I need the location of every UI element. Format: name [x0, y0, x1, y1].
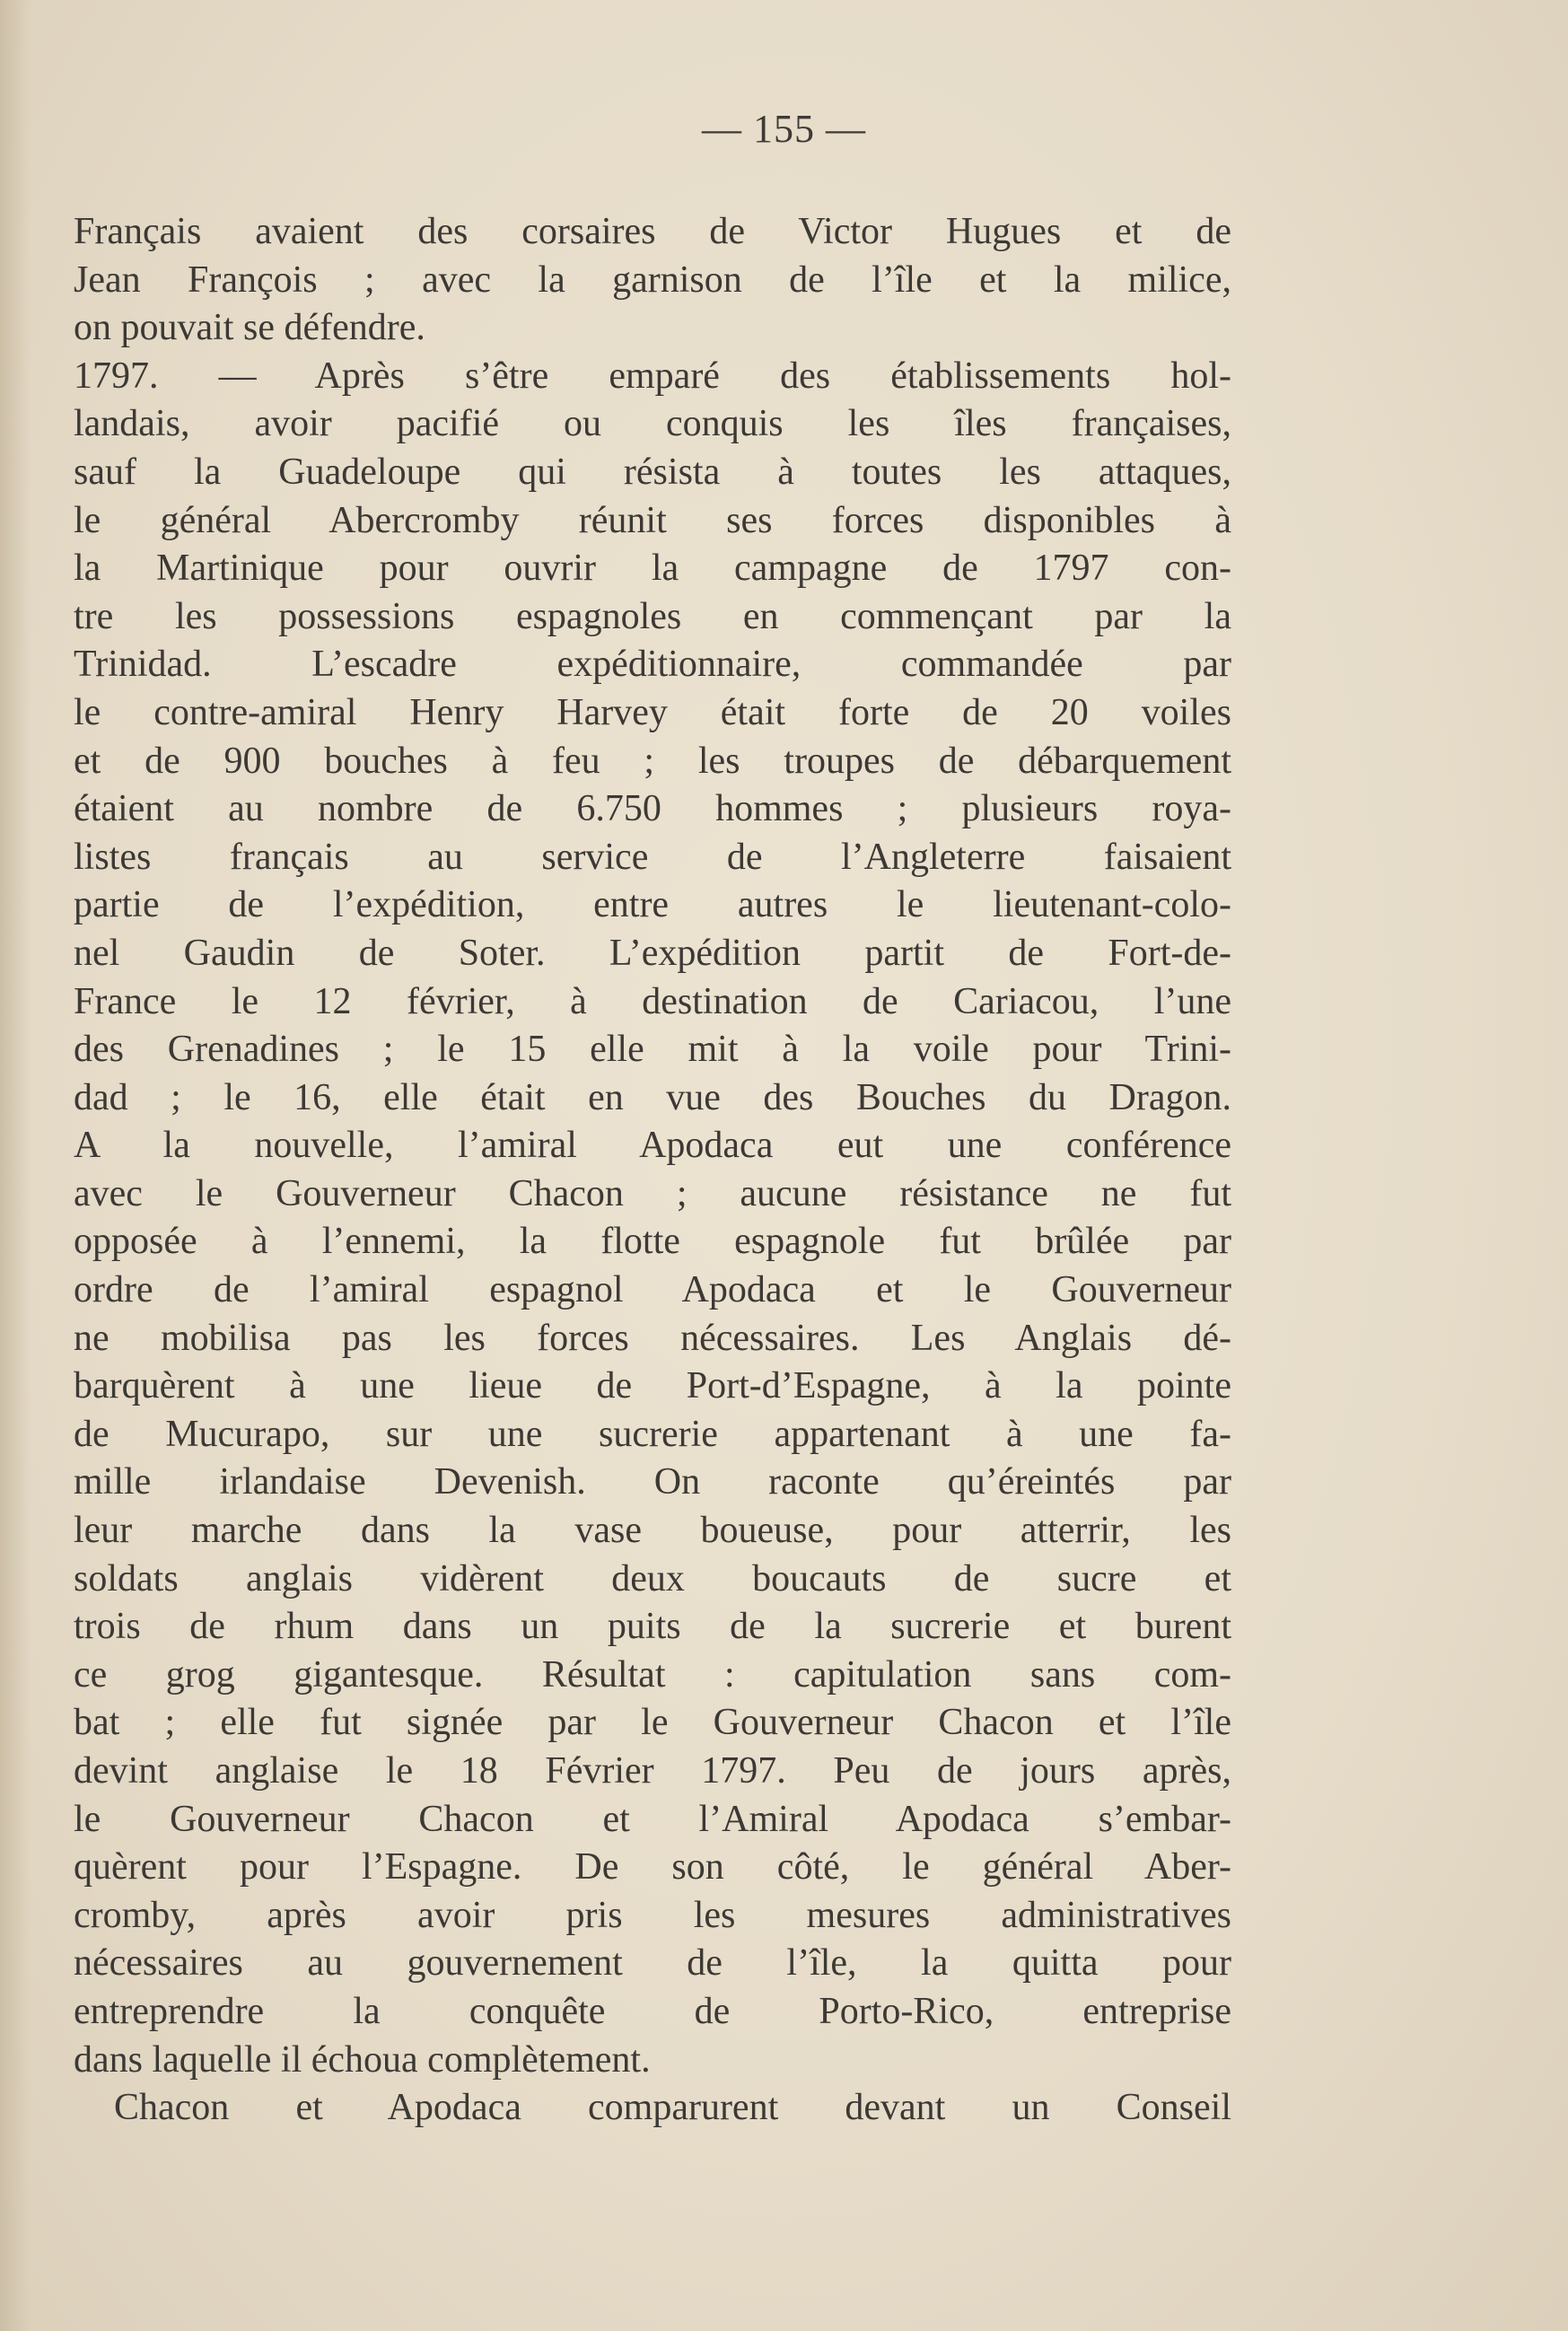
text-line: bat ; elle fut signée par le Gouverneur Chacon et l’île	[74, 1702, 1231, 1744]
body-text	[74, 208, 1231, 2133]
text-line: nécessaires au gouvernement de l’île, la quitta pour	[74, 1942, 1231, 1985]
text-line: soldats anglais vidèrent deux boucauts de sucre et	[74, 1557, 1231, 1599]
text-line: trois de rhum dans un puits de la sucrerie et burent	[74, 1606, 1231, 1648]
text-line: dad ; le 16, elle était en vue des Bouches du Dragon.	[74, 1076, 1231, 1118]
text-line: mille irlandaise Devenish. On raconte qu’éreintés par	[74, 1461, 1231, 1503]
text-line: le général Abercromby réunit ses forces disponibles à	[74, 499, 1231, 541]
text-line: barquèrent à une lieue de Port-d’Espagne, à la pointe	[74, 1365, 1231, 1407]
text-line: tre les possessions espagnoles en commençant par la	[74, 595, 1231, 637]
text-line: A la nouvelle, l’amiral Apodaca eut une conférence	[74, 1125, 1231, 1167]
text-line: des Grenadines ; le 15 elle mit à la voile pour Trini-	[74, 1029, 1231, 1071]
text-line: Jean François ; avec la garnison de l’île et la milice,	[74, 259, 1231, 301]
text-line: cromby, après avoir pris les mesures administratives	[74, 1894, 1231, 1936]
text-line: entreprendre la conquête de Porto-Rico, entreprise	[74, 1990, 1231, 2032]
text-line: nel Gaudin de Soter. L’expédition partit de Fort-de-	[74, 932, 1231, 974]
text-line: étaient au nombre de 6.750 hommes ; plusieurs roya-	[74, 788, 1231, 830]
text-line: ce grog gigantesque. Résultat : capitulation sans com-	[74, 1653, 1231, 1696]
text-line: la Martinique pour ouvrir la campagne de 1797 con-	[74, 548, 1231, 590]
text-line: opposée à l’ennemi, la flotte espagnole fut brûlée par	[74, 1221, 1231, 1263]
text-line: Français avaient des corsaires de Victor Hugues et de	[74, 211, 1231, 252]
text-line: le Gouverneur Chacon et l’Amiral Apodaca s’embar-	[74, 1798, 1231, 1840]
text-line: Trinidad. L’escadre expéditionnaire, commandée par	[74, 644, 1231, 686]
text-line: Chacon et Apodaca comparurent devant un Conseil	[114, 2087, 1231, 2129]
text-line: avec le Gouverneur Chacon ; aucune résistance ne fut	[74, 1172, 1231, 1214]
text-line: et de 900 bouches à feu ; les troupes de débarquement	[74, 740, 1231, 782]
text-line: de Mucurapo, sur une sucrerie appartenant à une fa-	[74, 1413, 1231, 1455]
text-line: leur marche dans la vase boueuse, pour atterrir, les	[74, 1510, 1231, 1552]
text-line: on pouvait se défendre.	[74, 307, 425, 349]
page-edge-shadow	[0, 0, 31, 2331]
text-line: devint anglaise le 18 Février 1797. Peu de jours après,	[74, 1750, 1231, 1792]
text-line: France le 12 février, à destination de Cariacou, l’une	[74, 980, 1231, 1022]
text-line: le contre-amiral Henry Harvey était forte de 20 voiles	[74, 691, 1231, 733]
text-line: sauf la Guadeloupe qui résista à toutes les attaques,	[74, 451, 1231, 493]
page-number: — 155 —	[702, 107, 866, 151]
text-line: landais, avoir pacifié ou conquis les îles françaises,	[74, 403, 1231, 445]
text-line: dans laquelle il échoua complètement.	[74, 2038, 651, 2081]
text-line: 1797. — Après s’être emparé des établissements hol-	[74, 355, 1231, 397]
text-line: ne mobilisa pas les forces nécessaires. Les Anglais dé-	[74, 1317, 1231, 1359]
text-line: partie de l’expédition, entre autres le lieutenant-colo-	[74, 884, 1231, 926]
text-line: listes français au service de l’Angleterre faisaient	[74, 836, 1231, 878]
text-line: quèrent pour l’Espagne. De son côté, le général Aber-	[74, 1846, 1231, 1888]
text-line: ordre de l’amiral espagnol Apodaca et le Gouverneur	[74, 1269, 1231, 1311]
